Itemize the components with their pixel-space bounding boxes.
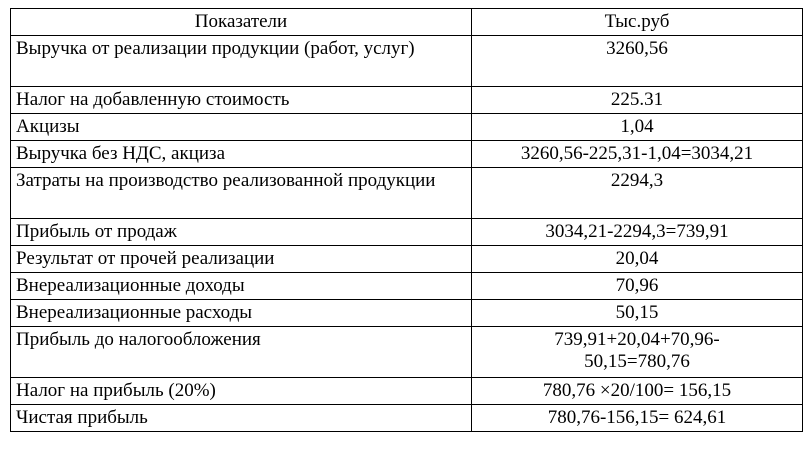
table-row — [11, 114, 803, 141]
table-row — [11, 300, 803, 327]
row-label: Затраты на производство реализованной продукции — [11, 168, 472, 219]
table-row — [11, 246, 803, 273]
row-value: 3034,21-2294,3=739,91 — [472, 219, 803, 246]
table-row — [11, 87, 803, 114]
row-label: Выручка от реализации продукции (работ, услуг) — [11, 36, 472, 87]
table-row — [11, 327, 803, 378]
row-value: 225.31 — [472, 87, 803, 114]
table-row — [11, 405, 803, 432]
table-row — [11, 273, 803, 300]
row-value: 2294,3 — [472, 168, 803, 219]
row-label: Акцизы — [11, 114, 472, 141]
header-value: Тыс.руб — [472, 9, 803, 36]
row-label: Налог на добавленную стоимость — [11, 87, 472, 114]
header-indicator: Показатели — [11, 9, 472, 36]
table-row — [11, 36, 803, 87]
row-value: 1,04 — [472, 114, 803, 141]
table-row — [11, 378, 803, 405]
row-value: 3260,56 — [472, 36, 803, 87]
row-value: 780,76 ×20/100= 156,15 — [472, 378, 803, 405]
row-label: Чистая прибыль — [11, 405, 472, 432]
row-label: Результат от прочей реализации — [11, 246, 472, 273]
table-row — [11, 141, 803, 168]
row-label: Выручка без НДС, акциза — [11, 141, 472, 168]
row-value: 739,91+20,04+70,96-50,15=780,76 — [554, 329, 720, 372]
financial-results-table-container — [10, 8, 802, 432]
row-value: 20,04 — [472, 246, 803, 273]
row-value: 780,76-156,15= 624,61 — [472, 405, 803, 432]
row-value-cell — [472, 327, 803, 378]
row-label: Прибыль от продаж — [11, 219, 472, 246]
row-label: Налог на прибыль (20%) — [11, 378, 472, 405]
table-row — [11, 219, 803, 246]
table-header-row — [11, 9, 803, 36]
row-label: Прибыль до налогообложения — [11, 327, 472, 378]
table-row — [11, 168, 803, 219]
row-value: 70,96 — [472, 273, 803, 300]
row-value: 50,15 — [472, 300, 803, 327]
financial-results-table — [10, 8, 803, 432]
row-label: Внереализационные доходы — [11, 273, 472, 300]
row-value: 3260,56-225,31-1,04=3034,21 — [472, 141, 803, 168]
row-label: Внереализационные расходы — [11, 300, 472, 327]
